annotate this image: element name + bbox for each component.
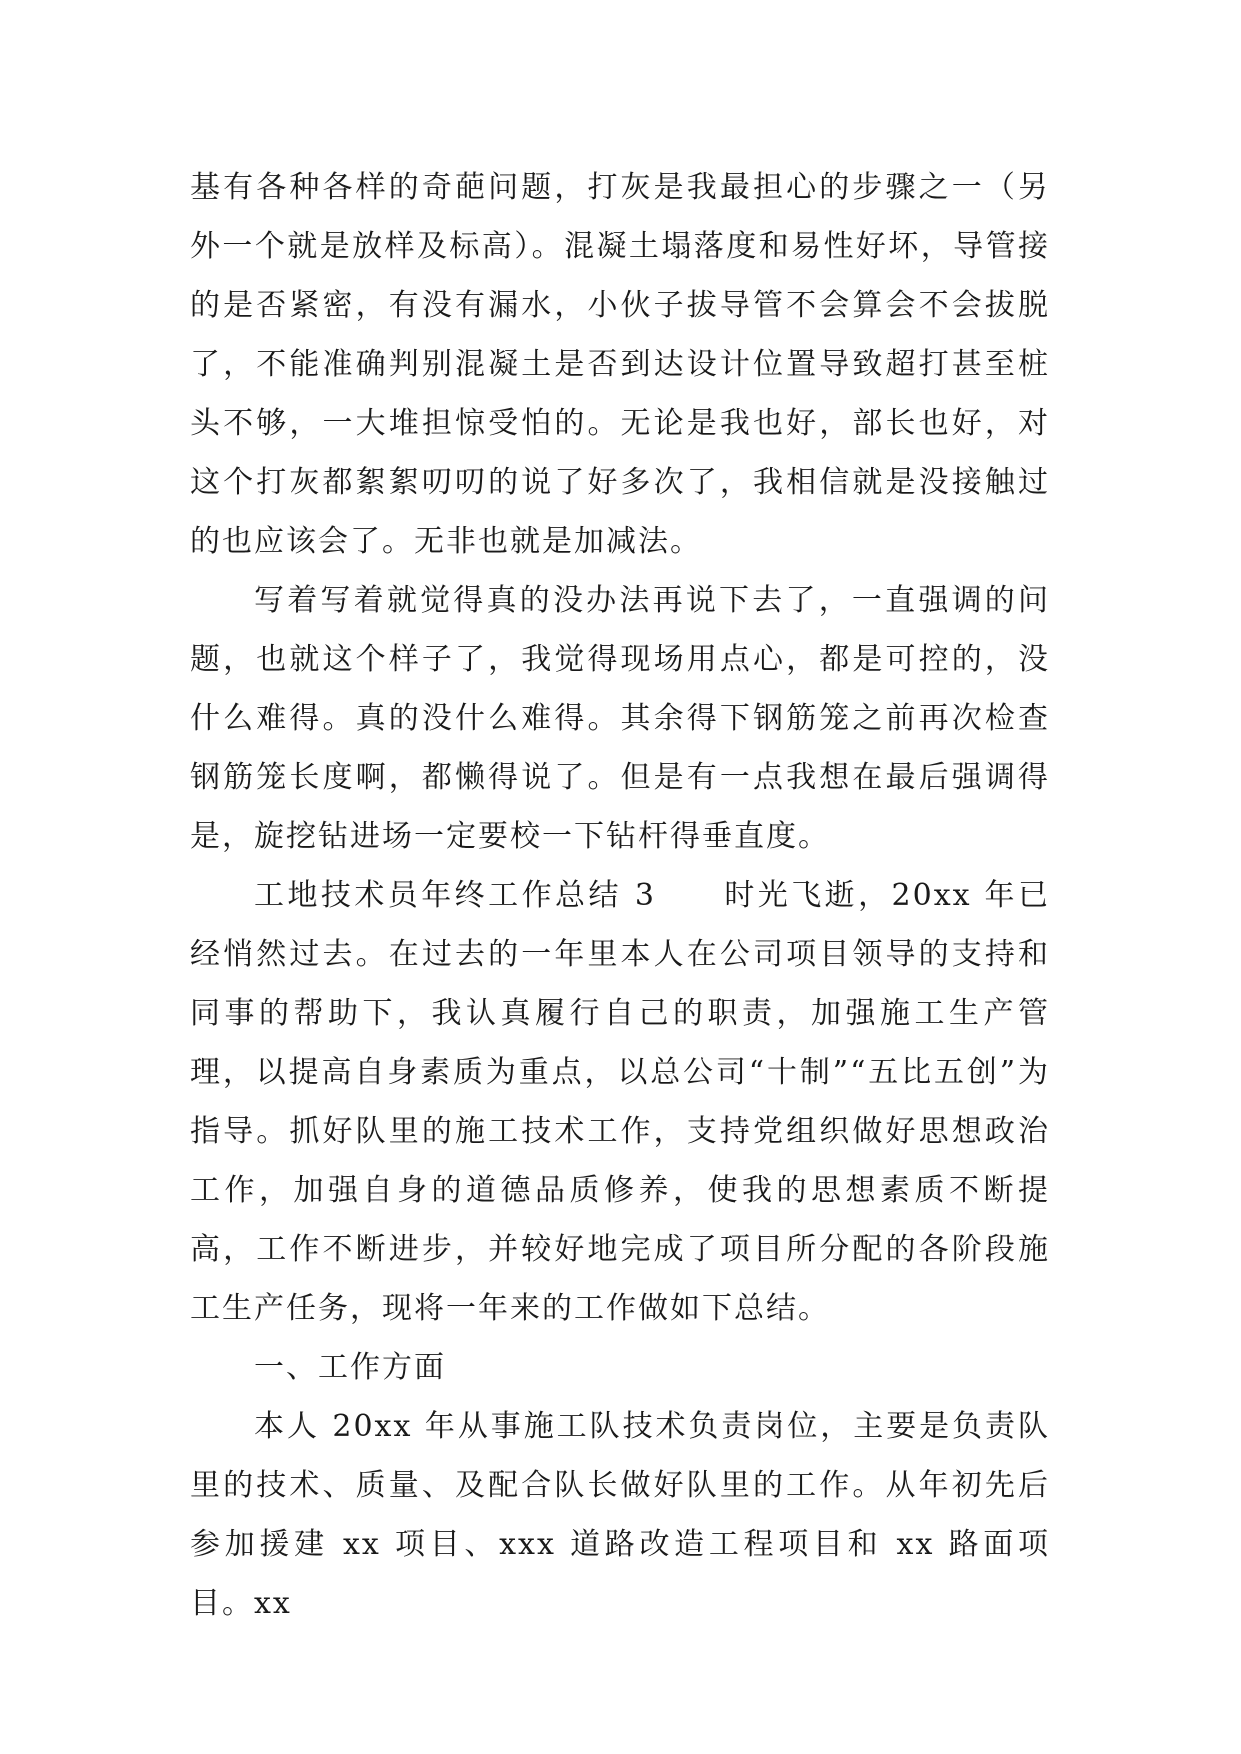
document-body <box>190 158 1050 1633</box>
paragraph-5: 本人 20xx 年从事施工队技术负责岗位，主要是负责队里的技术、质量、及配合队长做好队里的工作。从年初先后参加援建 xx 项目、xxx 道路改造工程项目和 xx 路面项目。xx <box>190 1409 1050 1621</box>
paragraph-2: 写着写着就觉得真的没办法再说下去了，一直强调的问题，也就这个样子了，我觉得现场用点心，都是可控的，没什么难得。真的没什么难得。其余得下钢筋笼之前再次检查钢筋笼长度啊，都懒得说了。但是有一点我想在最后强调得是，旋挖钻进场一定要校一下钻杆得垂直度。 <box>190 583 1050 854</box>
paragraph-1: 基有各种各样的奇葩问题，打灰是我最担心的步骤之一（另外一个就是放样及标高）。混凝土塌落度和易性好坏，导管接的是否紧密，有没有漏水，小伙子拔导管不会算会不会拔脱了，不能准确判别混凝土是否到达设计位置导致超打甚至桩头不够，一大堆担惊受怕的。无论是我也好，部长也好，对这个打灰都絮絮叨叨的说了好多次了，我相信就是没接触过的也应该会了。无非也就是加减法。 <box>190 170 1050 559</box>
section-heading-work: 一、工作方面 <box>254 1350 446 1385</box>
paragraph-3: 工地技术员年终工作总结 3 时光飞逝，20xx 年已经悄然过去。在过去的一年里本人在公司项目领导的支持和同事的帮助下，我认真履行自己的职责，加强施工生产管理，以提高自身素质为重点，以总公司“十制”“五比五创”为指导。抓好队里的施工技术工作，支持党组织做好思想政治工作，加强自身的道德品质修养，使我的思想素质不断提高，工作不断进步，并较好地完成了项目所分配的各阶段施工生产任务，现将一年来的工作做如下总结。 <box>190 878 1050 1326</box>
